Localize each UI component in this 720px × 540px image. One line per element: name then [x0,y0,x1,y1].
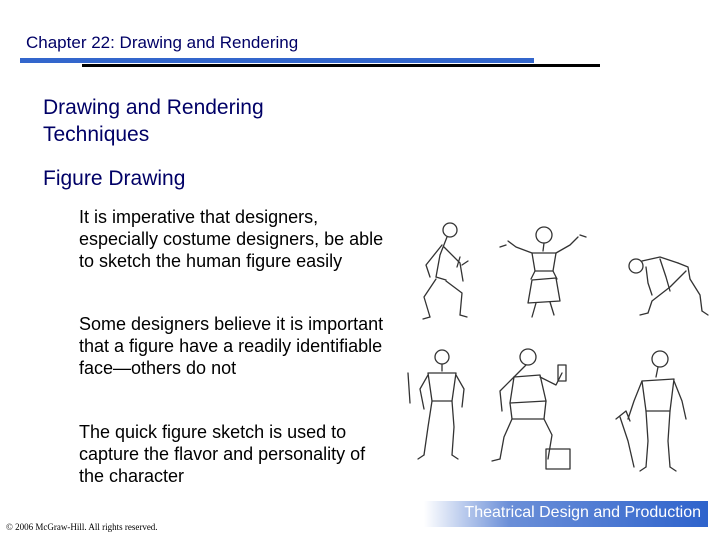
chapter-title: Chapter 22: Drawing and Rendering [26,33,299,52]
sketch-figure-arms-out [500,227,586,317]
copyright-notice: © 2006 McGraw-Hill. All rights reserved. [6,522,158,532]
sketch-figure-umbrella [616,351,686,471]
footer-book-title: Theatrical Design and Production [464,504,701,521]
slide-title: Drawing and Rendering Techniques [43,96,264,146]
bullet-3: The quick figure sketch is used to capture the flavor and personality of the character [79,422,366,486]
bullet-1: It is imperative that designers, especially costume designers, be able to sketch the human figure easily [79,207,384,271]
header-rule-black [82,64,600,67]
bullet-2: Some designers believe it is important that a figure have a readily identifiable face—others do not [79,314,384,378]
figure-sketches [390,205,715,495]
sketch-figure-standing-stick [408,350,464,459]
sketch-figure-with-prop [492,349,570,469]
sketch-figure-crouching [423,223,468,319]
header-rule-blue [20,58,534,63]
section-heading: Figure Drawing [43,167,186,190]
sketch-figure-bending [629,257,708,315]
